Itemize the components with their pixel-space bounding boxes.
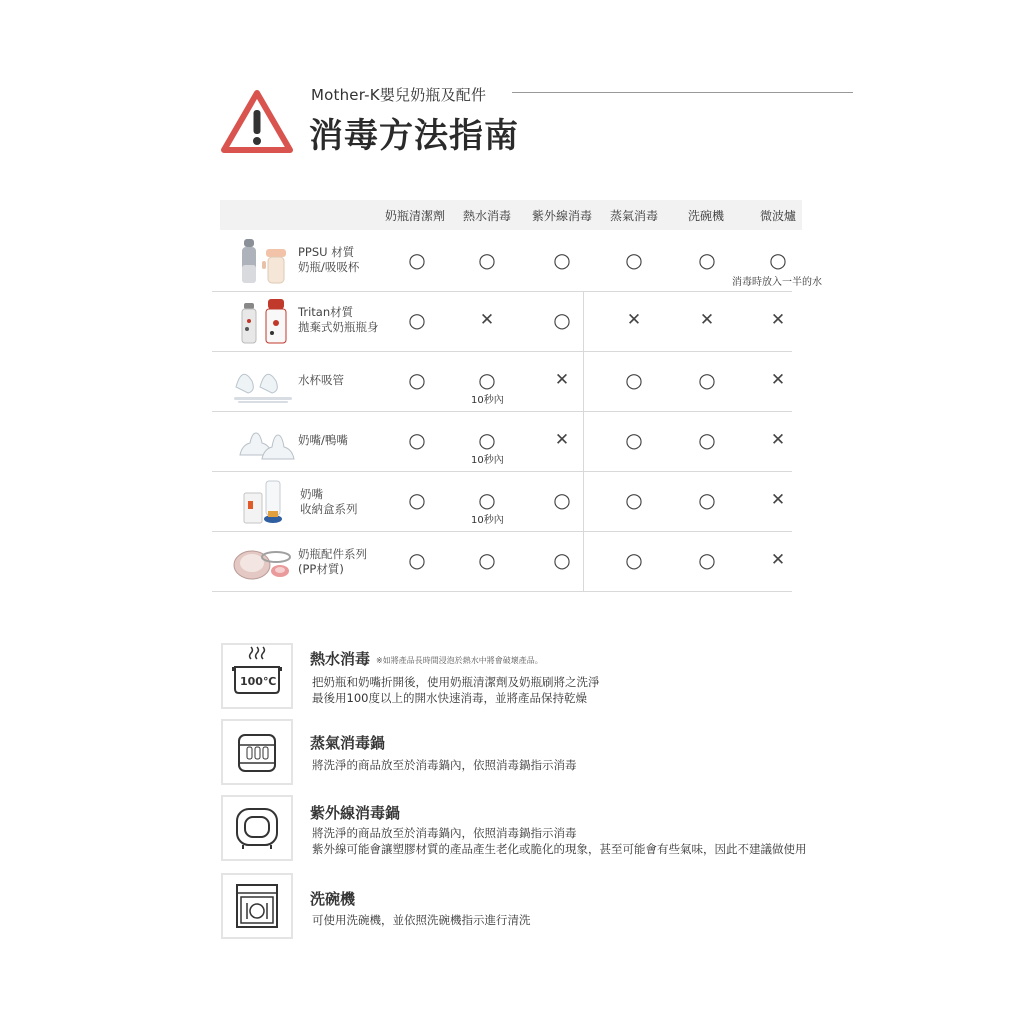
column-header: 蒸氣消毒: [609, 209, 658, 223]
table-cell-mark: ○: [625, 488, 643, 512]
column-header: 熱水消毒: [462, 209, 511, 223]
table-cell-mark: ✕: [626, 310, 642, 330]
table-cell-mark: ○: [625, 368, 643, 392]
column-header: 紫外線消毒: [531, 209, 592, 223]
row-label-line: 水杯吸管: [298, 373, 344, 387]
table-cell-mark: ○: [478, 248, 496, 272]
ppsu-bottle-image: [230, 237, 296, 285]
row-label-line: 奶嘴: [300, 487, 323, 501]
method-title: 熱水消毒: [310, 650, 371, 668]
method-text: 紫外線可能會讓塑膠材質的產品產生老化或脆化的現象，甚至可能會有些氣味，因此不建議做使用: [312, 842, 807, 856]
column-divider: [583, 471, 584, 531]
row-label: [298, 245, 359, 275]
table-cell-mark: ○: [408, 428, 426, 452]
column-divider: [583, 291, 584, 351]
table-cell-mark: ✕: [699, 310, 715, 330]
table-cell-note: 10秒內: [471, 395, 504, 406]
table-cell-note: 10秒內: [471, 455, 504, 466]
method-text: 將洗淨的商品放至於消毒鍋內，依照消毒鍋指示消毒: [312, 758, 577, 772]
table-cell-mark: ○: [478, 488, 496, 512]
method-text: 把奶瓶和奶嘴折開後，使用奶瓶清潔劑及奶瓶刷將之洗淨: [312, 675, 600, 689]
temperature-label: 100℃: [240, 675, 277, 688]
row-label: [298, 433, 348, 448]
table-cell-mark: ✕: [770, 310, 786, 330]
column-header: 微波爐: [759, 209, 796, 223]
table-cell-mark: ○: [698, 248, 716, 272]
row-label-line: 收納盒系列: [300, 502, 358, 516]
table-cell-note: 10秒內: [471, 515, 504, 526]
table-cell-mark: ○: [408, 548, 426, 572]
row-label-line: Tritan材質: [298, 305, 354, 319]
column-divider: [583, 411, 584, 471]
row-label: [298, 305, 379, 335]
table-cell-note: 消毒時放入一半的水: [732, 277, 822, 288]
row-label: [298, 373, 344, 388]
uv-sterilizer-icon: [221, 795, 293, 861]
table-cell-mark: ○: [408, 248, 426, 272]
table-cell-mark: ○: [478, 368, 496, 392]
column-header: 奶瓶清潔劑: [384, 209, 445, 223]
nipple-image: [230, 417, 296, 465]
table-cell-mark: ✕: [770, 430, 786, 450]
row-label-line: 奶嘴/鴨嘴: [298, 433, 348, 447]
column-divider: [583, 351, 584, 411]
method-title: 洗碗機: [310, 890, 356, 908]
table-cell-mark: ○: [408, 488, 426, 512]
table-cell-mark: ○: [625, 428, 643, 452]
table-cell-mark: ○: [553, 248, 571, 272]
dishwasher-icon: [221, 873, 293, 939]
brand-subtitle: Mother-K嬰兒奶瓶及配件: [311, 86, 487, 104]
warning-triangle-icon: [220, 88, 294, 156]
column-header: 洗碗機: [687, 209, 724, 223]
row-label-line: (PP材質): [298, 562, 344, 576]
table-cell-mark: ✕: [554, 430, 570, 450]
table-cell-mark: ○: [478, 548, 496, 572]
table-cell-mark: ○: [408, 308, 426, 332]
table-cell-mark: ○: [625, 248, 643, 272]
row-label-line: 奶瓶配件系列: [298, 547, 367, 561]
method-text: 最後用100度以上的開水快速消毒，並將產品保持乾燥: [312, 691, 587, 705]
method-text: 將洗淨的商品放至於消毒鍋內，依照消毒鍋指示消毒: [312, 826, 577, 840]
table-cell-mark: ○: [769, 248, 787, 272]
table-cell-mark: ✕: [554, 370, 570, 390]
table-cell-mark: ✕: [770, 550, 786, 570]
table-cell-mark: ○: [698, 428, 716, 452]
row-label: [298, 487, 358, 517]
table-cell-mark: ○: [698, 548, 716, 572]
steam-sterilizer-icon: [221, 719, 293, 785]
method-text: 可使用洗碗機，並依照洗碗機指示進行清洗: [312, 913, 531, 927]
column-divider: [583, 531, 584, 591]
table-cell-mark: ○: [625, 548, 643, 572]
table-cell-mark: ✕: [770, 490, 786, 510]
table-cell-mark: ○: [553, 308, 571, 332]
straw-image: [230, 357, 296, 405]
table-cell-mark: ○: [698, 368, 716, 392]
row-label-line: 拋棄式奶瓶瓶身: [298, 320, 379, 334]
table-cell-mark: ✕: [770, 370, 786, 390]
table-cell-mark: ○: [553, 488, 571, 512]
table-cell-mark: ○: [553, 548, 571, 572]
method-title: 蒸氣消毒鍋: [310, 734, 386, 752]
header-divider: [512, 92, 853, 93]
method-note: ※如將產品長時間浸泡於熱水中將會破壞產品。: [376, 656, 543, 665]
table-cell-mark: ○: [698, 488, 716, 512]
table-cell-mark: ○: [408, 368, 426, 392]
accessories-image: [230, 537, 296, 585]
table-cell-mark: ○: [478, 428, 496, 452]
tritan-bottle-image: [230, 297, 296, 345]
row-label: [298, 547, 367, 577]
page-title: 消毒方法指南: [309, 116, 519, 156]
row-label-line: PPSU 材質: [298, 245, 355, 259]
row-label-line: 奶瓶/吸吸杯: [298, 260, 360, 274]
table-cell-mark: ✕: [479, 310, 495, 330]
method-title: 紫外線消毒鍋: [310, 804, 401, 822]
storage-box-image: [230, 477, 296, 525]
